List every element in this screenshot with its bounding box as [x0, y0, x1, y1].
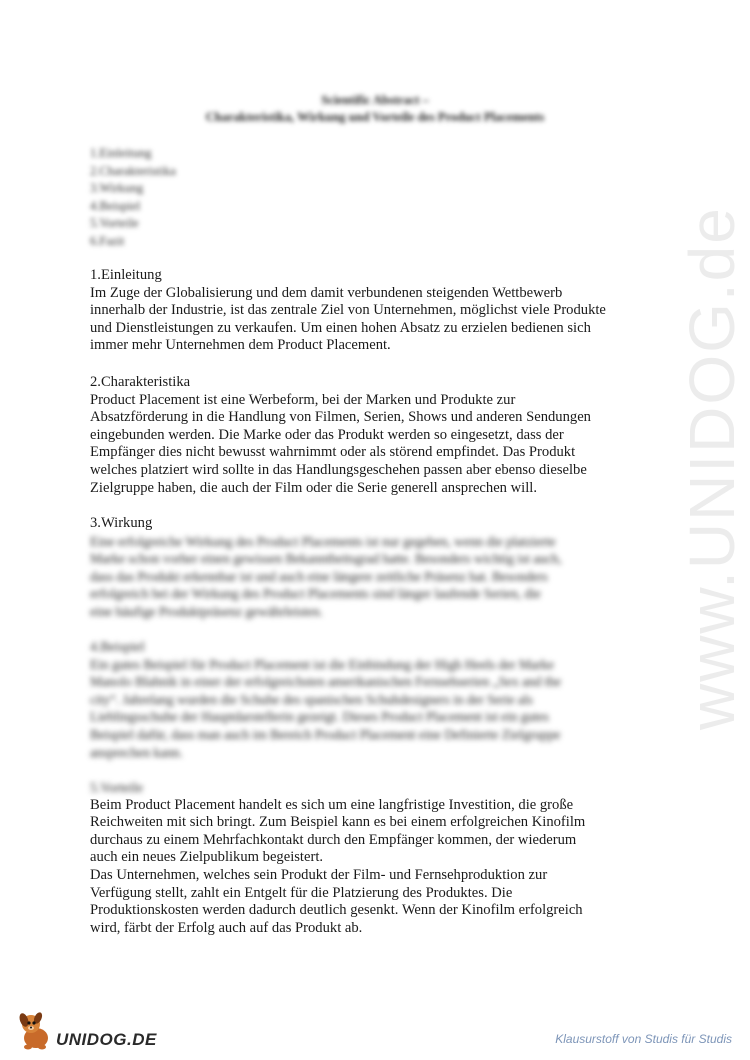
paragraph-line: Beim Product Placement handelt es sich um eine langfristige Investition, die große — [90, 796, 574, 813]
paragraph-line: Produktionskosten werden dadurch deutlich gesenkt. Wenn der Kinofilm erfolgreich — [90, 902, 583, 919]
section-vorteile — [90, 779, 670, 937]
section-heading: 5.Vorteile — [90, 780, 143, 795]
paragraph-line: Reichweiten mit sich bringt. Zum Beispiel kann es bei einem erfolgreichen Kinofilm — [90, 814, 586, 831]
paragraph-line: innerhalb der Industrie, ist das zentrale Ziel von Unternehmen, möglichst viele Produkte — [90, 302, 606, 319]
paragraph-line: Marke schon vorher einen gewissen Bekanntheitsgrad hatte. Besonders wichtig ist auch, — [90, 551, 562, 567]
watermark-text: www.UNIDOG.de — [676, 206, 748, 730]
section-heading: 1.Einleitung — [90, 267, 162, 283]
paragraph-line: Manolo Blahnik in einer der erfolgreichsten amerikanischen Fernsehserien „Sex and the — [90, 674, 561, 690]
section-heading: 4.Beispiel — [90, 639, 145, 654]
section-heading: 3.Wirkung — [90, 515, 153, 531]
section-einleitung — [90, 267, 670, 355]
paragraph-line: Absatzförderung in die Handlung von Filmen, Serien, Shows und anderen Sendungen — [90, 409, 591, 426]
section-beispiel — [90, 638, 670, 761]
paragraph-line: auch ein neues Zielpublikum begeistert. — [90, 849, 324, 866]
paragraph-line: ansprechen kann. — [90, 744, 183, 760]
paragraph-line: Lieblingsschuhe der Hauptdarstellerin gezeigt. Dieses Product Placement ist ein gutes — [90, 709, 549, 725]
unidog-logo — [14, 1008, 164, 1054]
paragraph-line: welches platziert wird sollte in das Handlungsgeschehen passen aber ebenso dieselbe — [90, 461, 587, 478]
paragraph-line: Eine erfolgreiche Wirkung des Product Placements ist nur gegeben, wenn die platzierte — [90, 533, 556, 549]
dog-mascot-icon — [14, 1008, 60, 1054]
table-of-contents — [90, 145, 176, 250]
paragraph-line: durchaus zu einem Mehrfachkontakt durch den Empfänger kommen, der wiederum — [90, 831, 577, 848]
document-title-line-1: Scientific Abstract – — [321, 93, 429, 107]
paragraph-line: Zielgruppe haben, die auch der Film oder die Serie generell ansprechen will. — [90, 479, 537, 496]
paragraph-line: und Dienstleistungen zu verkaufen. Um einen hohen Absatz zu erzielen bedienen sich — [90, 319, 591, 336]
paragraph-line: Empfänger dies nicht bewusst wahrnimmt oder als störend empfindet. Das Produkt — [90, 444, 576, 461]
paragraph-line: immer mehr Unternehmen dem Product Placement. — [90, 337, 391, 354]
toc-item: 1.Einleitung — [90, 146, 152, 160]
paragraph-line: eingebunden werden. Die Marke oder das Produkt werden so eingesetzt, dass der — [90, 426, 564, 443]
section-heading: 2.Charakteristika — [90, 374, 191, 390]
paragraph-line: Verfügung stellt, zahlt ein Entgelt für die Platzierung des Produktes. Die — [90, 884, 513, 901]
paragraph-line: wird, färbt der Erfolg auch auf das Produkt ab. — [90, 919, 363, 936]
paragraph-line: Ein gutes Beispiel für Product Placement ist die Einbindung der High Heels der Marke — [90, 656, 554, 672]
paragraph-line: dass das Produkt erkennbar ist und auch eine längere zeitliche Präsenz hat. Besonders — [90, 568, 548, 584]
paragraph-line: Product Placement ist eine Werbeform, bei der Marken und Produkte zur — [90, 391, 516, 408]
paragraph-line: Das Unternehmen, welches sein Produkt der Film- und Fernsehproduktion zur — [90, 866, 548, 883]
paragraph-line: Im Zuge der Globalisierung und dem damit verbundenen steigenden Wettbewerb — [90, 284, 563, 301]
document-title-line-2: Charakteristika, Wirkung und Vorteile des Product Placements — [205, 110, 545, 124]
logo-brand-text: UNIDOG.DE — [56, 1030, 157, 1049]
toc-item: 5.Vorteile — [90, 216, 139, 230]
paragraph-line: Beispiel dafür, dass man auch im Bereich Product Placement eine Definierte Zielgruppe — [90, 726, 561, 742]
paragraph-line: city“. Jahrelang wurden die Schuhe des spanischen Schuhdesigners in der Serie als — [90, 691, 533, 707]
toc-item: 3.Wirkung — [90, 181, 144, 195]
toc-item: 6.Fazit — [90, 233, 125, 248]
paragraph-line: erfolgreich bei der Wirkung des Product Placements sind länger laufende Serien, die — [90, 586, 541, 602]
section-charakteristika — [90, 374, 670, 497]
footer-slogan: Klausurstoff von Studis für Studis — [555, 1032, 732, 1046]
paragraph-line: eine häufige Produktpräsenz gewährleisten. — [90, 603, 323, 619]
blurred-paragraph — [90, 533, 670, 621]
section-wirkung — [90, 515, 670, 621]
toc-item: 2.Charakteristika — [90, 163, 176, 178]
toc-item: 4.Beispiel — [90, 198, 141, 213]
